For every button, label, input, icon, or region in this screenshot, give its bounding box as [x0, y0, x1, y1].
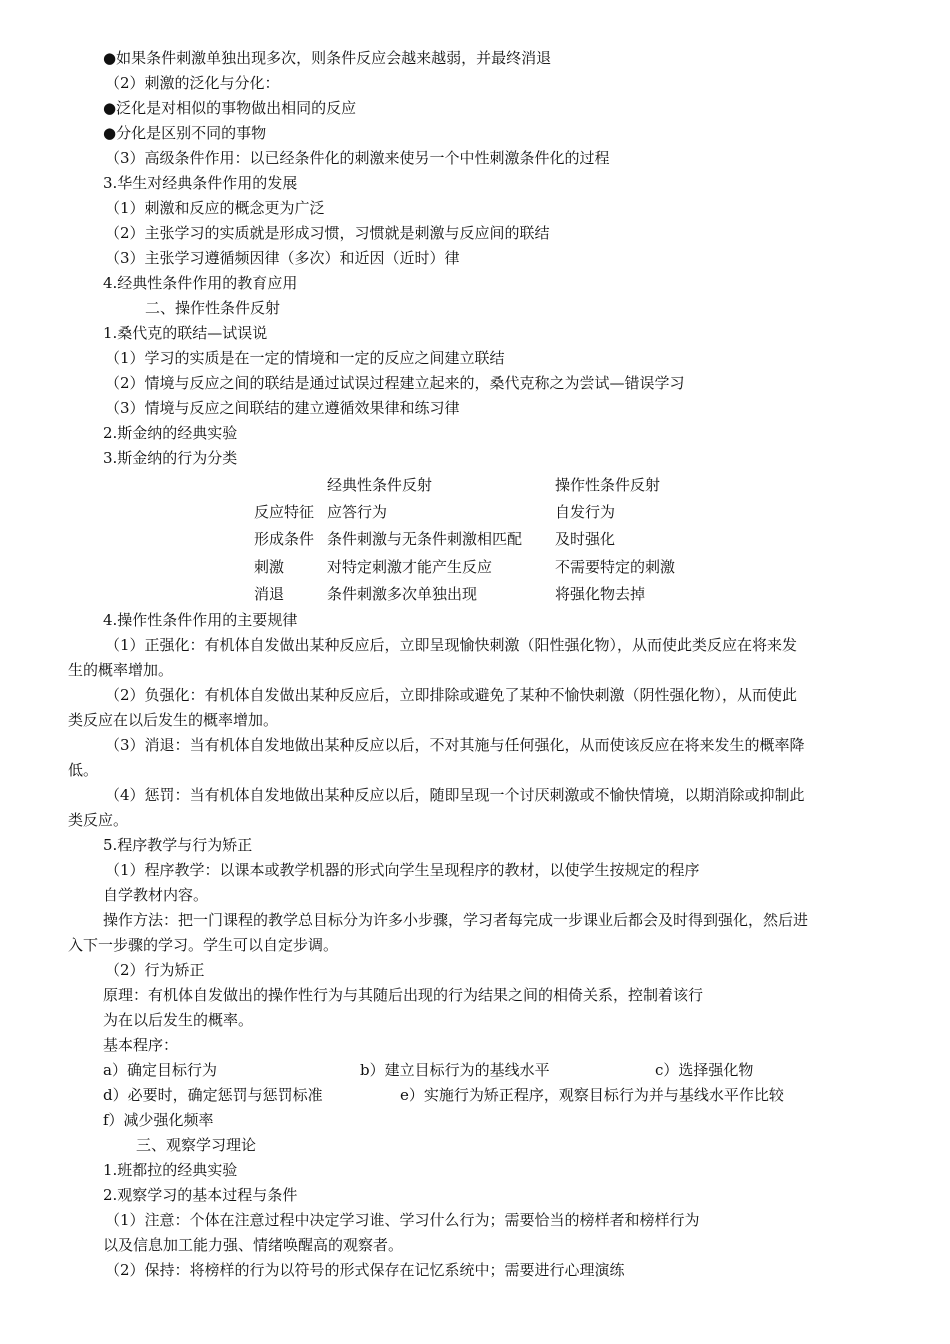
- section-heading: 2.斯金纳的经典实验: [103, 424, 238, 442]
- procedure-step: f）减少强化频率: [103, 1111, 214, 1129]
- text-line: （3）主张学习遵循频因律（多次）和近因（近时）律: [105, 249, 460, 267]
- text-line: ●如果条件刺激单独出现多次，则条件反应会越来越弱，并最终消退: [103, 49, 552, 67]
- section-heading: 4.操作性条件作用的主要规律: [103, 611, 298, 629]
- table-cell: 应答行为: [327, 503, 388, 521]
- text-line: （1）程序教学：以课本或教学机器的形式向学生呈现程序的教材，以使学生按规定的程序: [105, 861, 700, 879]
- chapter-heading: 三、观察学习理论: [136, 1136, 257, 1154]
- section-heading: 1.桑代克的联结—试误说: [103, 324, 268, 342]
- section-heading: 2.观察学习的基本过程与条件: [103, 1186, 298, 1204]
- text-line: 为在以后发生的概率。: [103, 1011, 254, 1029]
- text-line: 自学教材内容。: [103, 886, 209, 904]
- text-line: （3）情境与反应之间联结的建立遵循效果律和练习律: [105, 399, 460, 417]
- table-cell: 自发行为: [555, 503, 616, 521]
- text-line: （1）刺激和反应的概念更为广泛: [105, 199, 325, 217]
- text-line: （1）正强化：有机体自发做出某种反应后，立即呈现愉快刺激（阳性强化物），从而使此类反应在将来发: [105, 636, 798, 654]
- text-line: 原理：有机体自发做出的操作性行为与其随后出现的行为结果之间的相倚关系，控制着该行: [103, 986, 704, 1004]
- text-line: （2）主张学习的实质就是形成习惯，习惯就是刺激与反应间的联结: [105, 224, 550, 242]
- table-cell: 条件刺激与无条件刺激相匹配: [327, 530, 523, 548]
- chapter-heading: 二、操作性条件反射: [145, 299, 281, 317]
- table-cell: 及时强化: [555, 530, 616, 548]
- text-line: （2）保持：将榜样的行为以符号的形式保存在记忆系统中；需要进行心理演练: [105, 1261, 625, 1279]
- text-line: （1）注意：个体在注意过程中决定学习谁、学习什么行为；需要恰当的榜样者和榜样行为: [105, 1211, 700, 1229]
- procedure-step: c）选择强化物: [655, 1061, 754, 1079]
- text-line: 类反应在以后发生的概率增加。: [68, 711, 279, 729]
- text-line: （4）惩罚：当有机体自发地做出某种反应以后，随即呈现一个讨厌刺激或不愉快情境，以期消除或抑制此: [105, 786, 805, 804]
- section-heading: 1.班都拉的经典实验: [103, 1161, 238, 1179]
- text-line: 基本程序：: [103, 1036, 179, 1054]
- table-row-label: 消退: [254, 585, 285, 603]
- section-heading: 5.程序教学与行为矫正: [103, 836, 253, 854]
- text-line: 入下一步骤的学习。学生可以自定步调。: [68, 936, 339, 954]
- table-row-label: 形成条件: [254, 530, 315, 548]
- text-line: 低。: [68, 761, 99, 779]
- section-heading: 4.经典性条件作用的教育应用: [103, 274, 298, 292]
- procedure-step: a）确定目标行为: [103, 1061, 217, 1079]
- table-cell: 不需要特定的刺激: [555, 558, 676, 576]
- procedure-step: e）实施行为矫正程序，观察目标行为并与基线水平作比较: [400, 1086, 784, 1104]
- table-cell: 条件刺激多次单独出现: [327, 585, 478, 603]
- text-line: 类反应。: [68, 811, 129, 829]
- table-cell: 对特定刺激才能产生反应: [327, 558, 493, 576]
- text-line: 操作方法：把一门课程的教学总目标分为许多小步骤，学习者每完成一步课业后都会及时得到强化，然后进: [103, 911, 809, 929]
- table-row-label: 反应特征: [254, 503, 315, 521]
- text-line: （2）负强化：有机体自发做出某种反应后，立即排除或避免了某种不愉快刺激（阴性强化物），从而使此: [105, 686, 798, 704]
- text-line: （1）学习的实质是在一定的情境和一定的反应之间建立联结: [105, 349, 505, 367]
- procedure-step: b）建立目标行为的基线水平: [360, 1061, 550, 1079]
- table-row-label: 刺激: [254, 558, 285, 576]
- procedure-step: d）必要时，确定惩罚与惩罚标准: [103, 1086, 323, 1104]
- section-heading: 3.华生对经典条件作用的发展: [103, 174, 298, 192]
- text-line: ●泛化是对相似的事物做出相同的反应: [103, 99, 357, 117]
- text-line: （2）刺激的泛化与分化：: [105, 74, 280, 92]
- text-line: 以及信息加工能力强、情绪唤醒高的观察者。: [103, 1236, 404, 1254]
- table-header: 操作性条件反射: [555, 476, 661, 494]
- text-line: （3）高级条件作用：以已经条件化的刺激来使另一个中性刺激条件化的过程: [105, 149, 610, 167]
- text-line: （3）消退：当有机体自发地做出某种反应以后，不对其施与任何强化，从而使该反应在将来发生的概率降: [105, 736, 805, 754]
- section-heading: 3.斯金纳的行为分类: [103, 449, 238, 467]
- table-cell: 将强化物去掉: [555, 585, 646, 603]
- text-line: ●分化是区别不同的事物: [103, 124, 267, 142]
- text-line: （2）行为矫正: [105, 961, 205, 979]
- text-line: （2）情境与反应之间的联结是通过试误过程建立起来的，桑代克称之为尝试—错误学习: [105, 374, 685, 392]
- text-line: 生的概率增加。: [68, 661, 174, 679]
- table-header: 经典性条件反射: [327, 476, 433, 494]
